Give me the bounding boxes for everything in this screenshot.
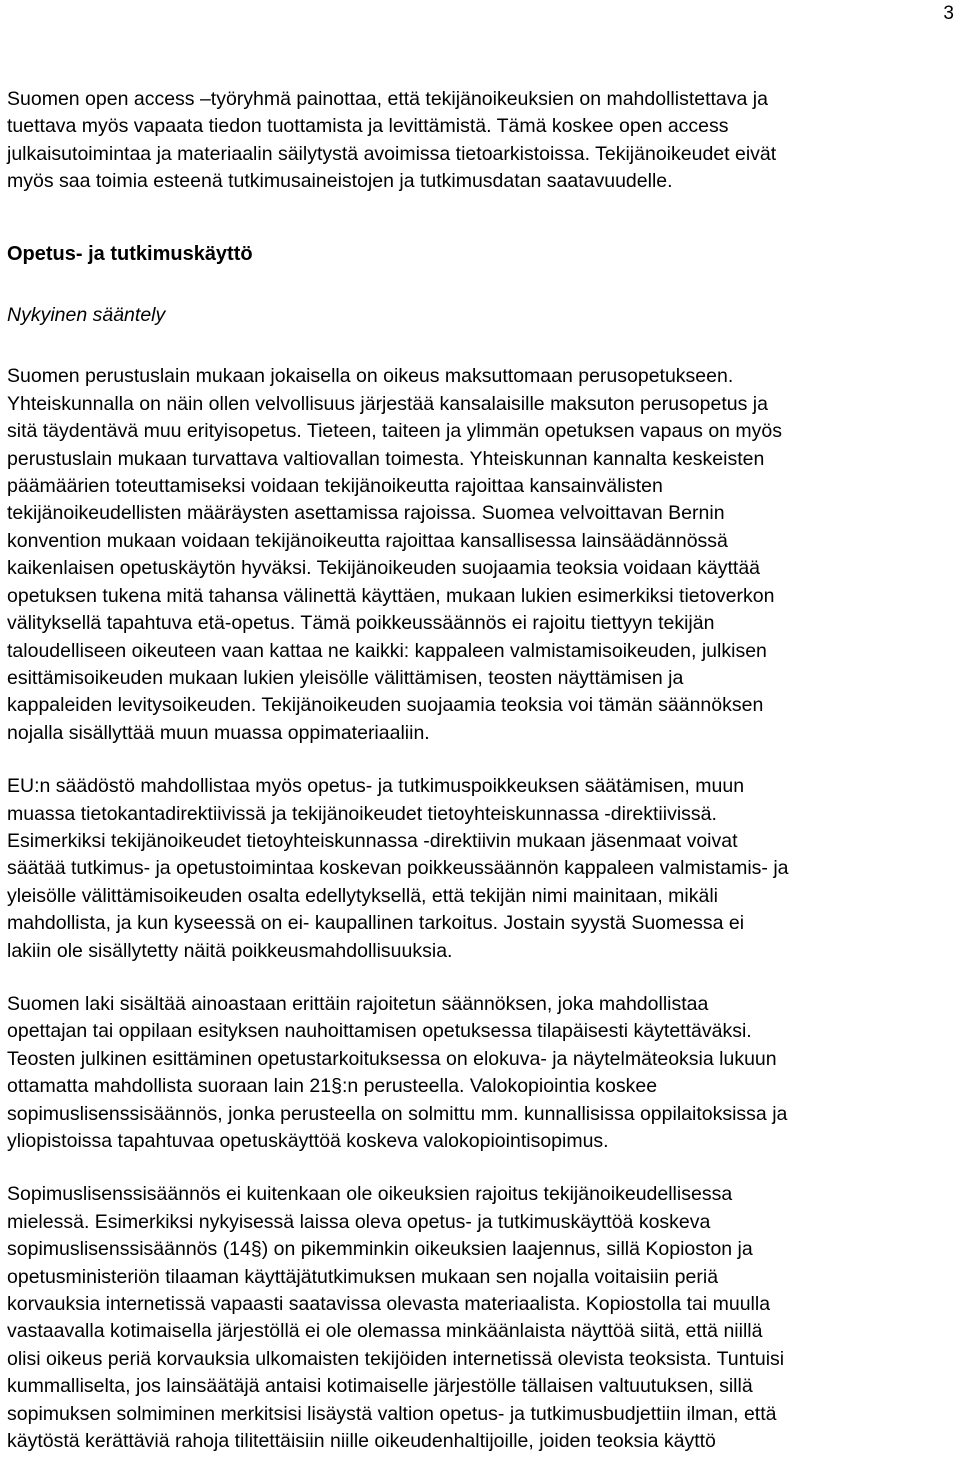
paragraph-current-regulation <box>7 363 957 747</box>
text-line: mahdollista, ja kun kyseessä on ei- kaupallinen tarkoitus. Jostain syystä Suomessa ei <box>7 912 745 935</box>
text-line: tuettava myös vapaata tiedon tuottamista ja levittämistä. Tämä koskee open access <box>7 115 729 138</box>
text-line: kappaleiden levitysoikeuden. Tekijänoikeuden suojaamia teoksia voi tämän säännöksen <box>7 694 764 717</box>
text-line: opetusministeriön tilaaman käyttäjätutkimuksen mukaan sen nojalla voitaisiin periä <box>7 1265 719 1288</box>
section-heading: Opetus- ja tutkimuskäyttö <box>7 242 253 265</box>
text-line: Teosten julkinen esittäminen opetustarkoituksessa on elokuva- ja näytelmäteoksia lukuun <box>7 1047 777 1070</box>
text-line: mielessä. Esimerkiksi nykyisessä laissa oleva opetus- ja tutkimuskäyttöä koskeva <box>7 1210 711 1233</box>
subsection-heading: Nykyinen sääntely <box>7 304 166 327</box>
text-line: muassa tietokantadirektiivissä ja tekijänoikeudet tietoyhteiskunnassa -direktiivissä. <box>7 802 717 825</box>
text-line: käytöstä kerättäviä rahoja tilitettäisiin niille oikeudenhaltijoille, joiden teoksia käyttö <box>7 1430 716 1453</box>
text-line: esittämisoikeuden mukaan lukien yleisölle välittämisen, teosten näyttämisen ja <box>7 666 684 689</box>
paragraph-contract-license <box>7 1181 957 1455</box>
text-line: Suomen perustuslain mukaan jokaisella on oikeus maksuttomaan perusopetukseen. <box>7 365 734 388</box>
paragraph-finnish-law <box>7 991 957 1155</box>
document-body <box>7 86 957 1455</box>
text-line: Suomen open access –työryhmä painottaa, että tekijänoikeuksien on mahdollistettava ja <box>7 88 768 110</box>
text-line: päämäärien toteuttamiseksi voidaan tekijänoikeutta rajoittaa kansainvälisten <box>7 475 663 498</box>
text-line: säätää tutkimus- ja opetustoimintaa koskevan poikkeussäännön kappaleen valmistamis- ja <box>7 857 789 880</box>
text-line: konvention mukaan voidaan tekijänoikeutta rajoittaa kansallisessa lainsäädännössä <box>7 529 728 552</box>
text-line: korvauksia internetissä vapaasti saatavissa olevasta materiaalista. Kopiostolla tai muulla <box>7 1293 771 1316</box>
text-line: opetuksen tukena mitä tahansa välinettä käyttäen, mukaan lukien esimerkiksi tietoverkon <box>7 584 775 607</box>
paragraph-eu-legislation <box>7 773 957 965</box>
text-line: sopimuslisenssisäännös, jonka perusteella on solmittu mm. kunnallisissa oppilaitoksissa ja <box>7 1102 788 1125</box>
text-line: kaikenlaisen opetuskäytön hyväksi. Tekijänoikeuden suojaamia teoksia voidaan käyttää <box>7 557 761 580</box>
intro-paragraph <box>7 86 957 196</box>
text-line: opettajan tai oppilaan esityksen nauhoittamisen opetuksessa tilapäisesti käytettäväksi. <box>7 1020 752 1043</box>
text-line: sopimuslisenssisäännös (14§) on pikemminkin oikeuksien laajennus, sillä Kopioston ja <box>7 1238 753 1261</box>
text-line: Suomen laki sisältää ainoastaan erittäin rajoitetun säännöksen, joka mahdollistaa <box>7 992 709 1015</box>
text-line: ottamatta mahdollista suoraan lain 21§:n perusteella. Valokopiointia koskee <box>7 1075 658 1098</box>
text-line: kummalliselta, jos lainsäätäjä antaisi kotimaiselle järjestölle tällaisen valtuutuksen, sillä <box>7 1375 753 1398</box>
text-line: myös saa toimia esteenä tutkimusaineistojen ja tutkimusdatan saatavuudelle. <box>7 170 673 193</box>
text-line: taloudelliseen oikeuteen vaan kattaa ne kaikki: kappaleen valmistamisoikeuden, julkisen <box>7 639 767 662</box>
text-line: lakiin ole sisällytetty näitä poikkeusmahdollisuuksia. <box>7 939 453 962</box>
text-line: välityksellä tapahtuva etä-opetus. Tämä poikkeussäännös ei rajoitu tiettyyn tekijän <box>7 612 715 635</box>
text-line: sopimuksen solmiminen merkitsisi lisäystä valtion opetus- ja tutkimusbudjettiin ilman, että <box>7 1402 777 1425</box>
text-line: Esimerkiksi tekijänoikeudet tietoyhteiskunnassa -direktiivin mukaan jäsenmaat voivat <box>7 829 738 852</box>
text-line: sitä täydentävä muu erityisopetus. Tieteen, taiteen ja ylimmän opetuksen vapaus on myös <box>7 420 783 443</box>
text-line: yleisölle välittämisoikeuden osalta edellytyksellä, että tekijän nimi mainitaan, mikäli <box>7 884 718 907</box>
text-line: nojalla sisällyttää muun muassa oppimateriaaliin. <box>7 721 430 744</box>
text-line: Yhteiskunnalla on näin ollen velvollisuus järjestää kansalaisille maksuton perusopetus ja <box>7 392 768 415</box>
text-line: vastaavalla kotimaisella järjestöllä ei ole olemassa minkäänlaista näyttöä siitä, että niillä <box>7 1320 763 1343</box>
text-line: perustuslain mukaan turvattava valtiovallan toimesta. Yhteiskunnan kannalta keskeisten <box>7 447 765 470</box>
text-line: Sopimuslisenssisäännös ei kuitenkaan ole oikeuksien rajoitus tekijänoikeudellisessa <box>7 1183 733 1206</box>
text-line: julkaisutoimintaa ja materiaalin säilytystä avoimissa tietoarkistoissa. Tekijänoikeudet eivät <box>7 142 777 165</box>
page-number: 3 <box>943 3 954 24</box>
text-line: olisi oikeus periä korvauksia ulkomaisten tekijöiden internetissä olevista teoksista. Tuntuisi <box>7 1347 785 1370</box>
text-line: yliopistoissa tapahtuvaa opetuskäyttöä koskeva valokopiointisopimus. <box>7 1130 609 1152</box>
text-line: EU:n säädöstö mahdollistaa myös opetus- ja tutkimuspoikkeuksen säätämisen, muun <box>7 775 745 798</box>
text-line: tekijänoikeudellisten määräysten asettamissa rajoissa. Suomea velvoittavan Bernin <box>7 502 725 525</box>
